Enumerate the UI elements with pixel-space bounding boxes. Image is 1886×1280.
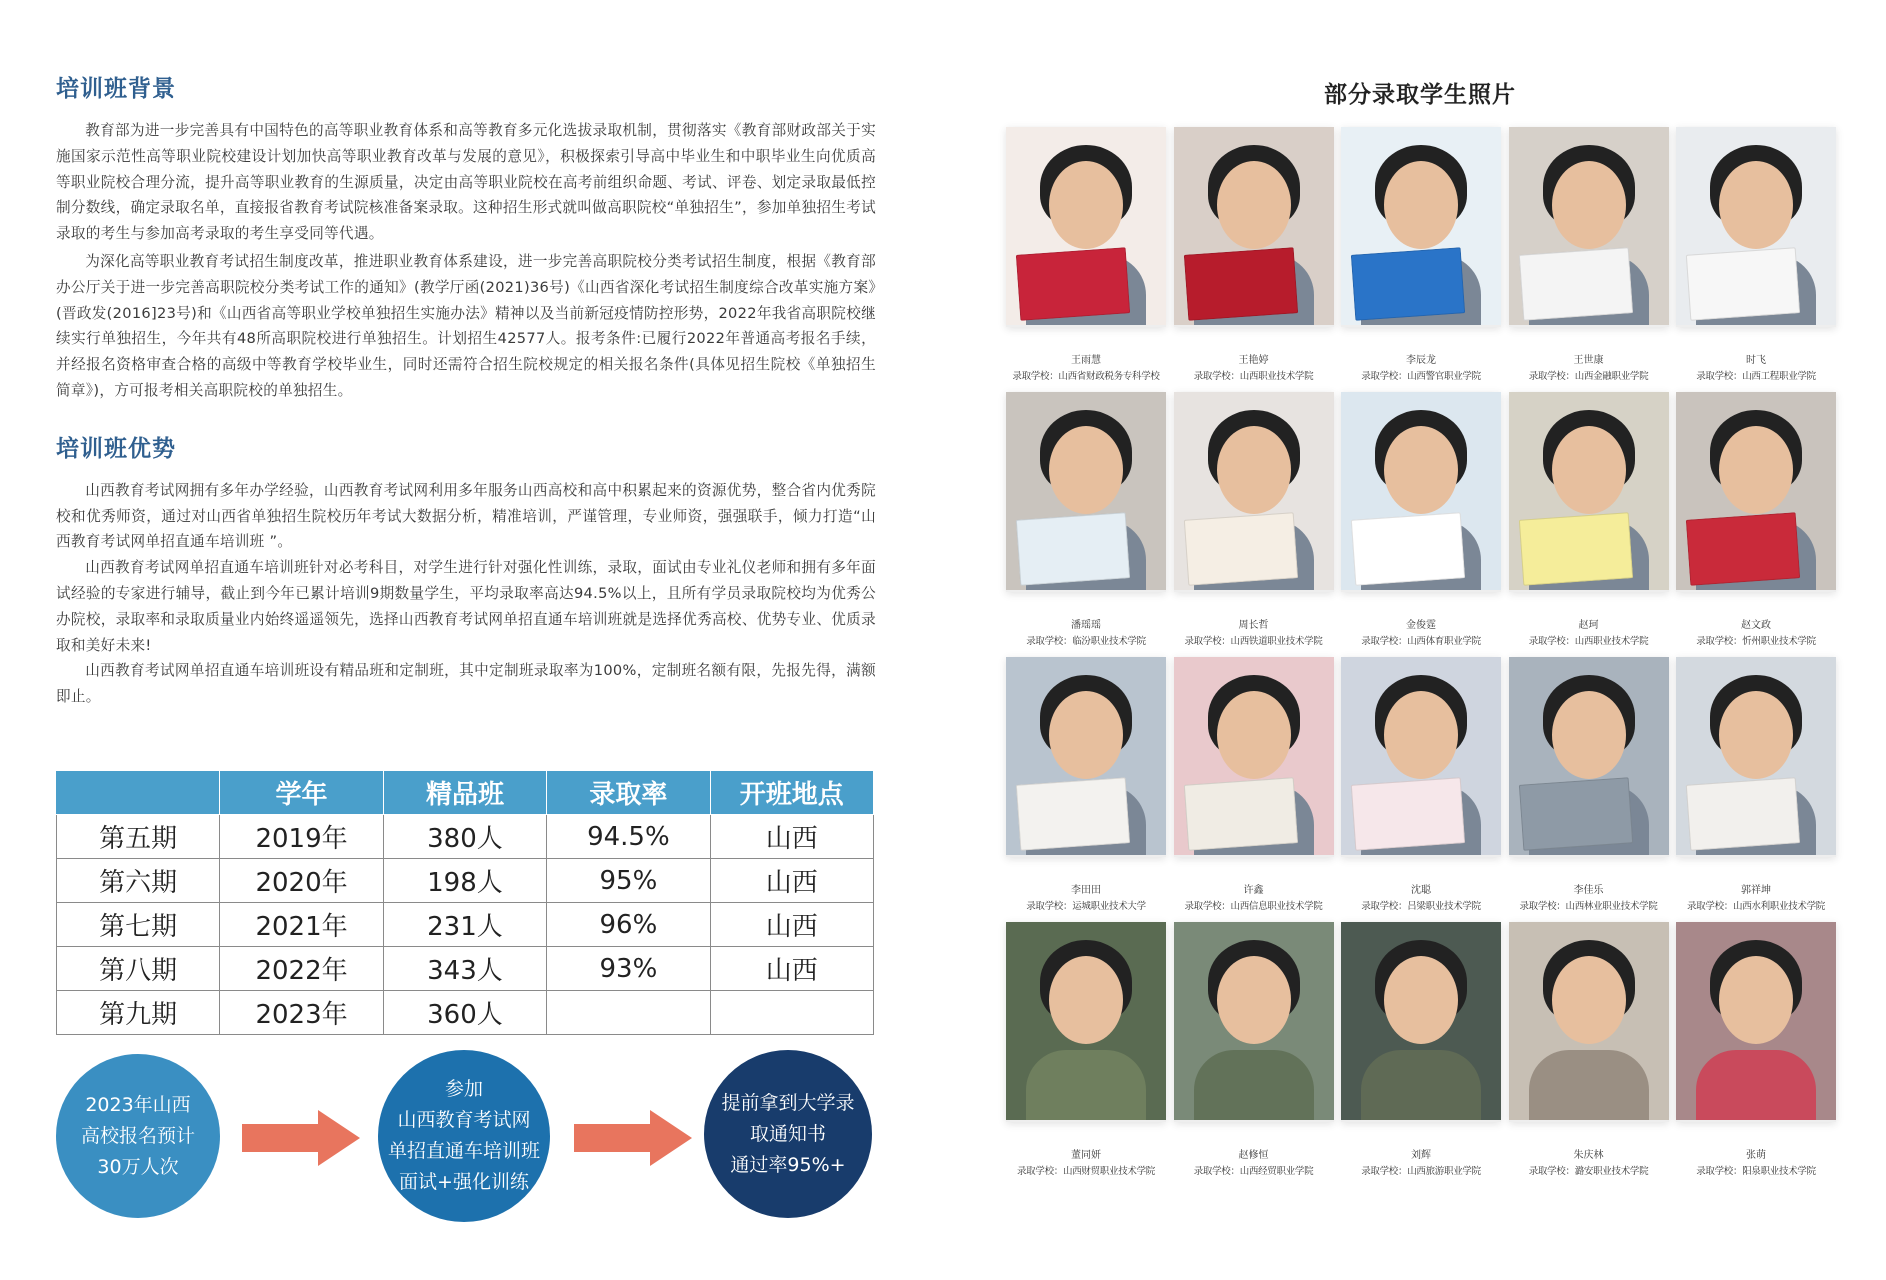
student-school	[1174, 368, 1334, 382]
school-name: 山西旅游职业学院	[1407, 1166, 1481, 1177]
student-card	[1341, 922, 1501, 1177]
student-card	[1509, 922, 1669, 1177]
student-card	[1341, 657, 1501, 912]
school-prefix: 录取学校：	[1686, 901, 1733, 912]
student-name: 王雨慧	[1071, 355, 1101, 366]
advantages-paragraph-3: 山西教育考试网单招直通车培训班设有精品班和定制班，其中定制班录取率为100%，定制班名额有限，先报先得，满额即止。	[56, 662, 876, 706]
table-cell: 360人	[383, 991, 546, 1035]
student-school	[1006, 898, 1166, 912]
header-cell: 学年	[220, 771, 383, 815]
table-cell	[547, 991, 710, 1035]
advantages-paragraph-1: 山西教育考试网拥有多年办学经验，山西教育考试网利用多年服务山西高校和高中积累起来的资源优势，整合省内优秀院校和优秀师资，通过对山西省单独招生院校历年考试大数据分析，精准培训，严谨管理，专业师资，强强联手，倾力打造“山西教育考试网单招直通车培训班 ”。	[56, 481, 876, 551]
school-prefix: 录取学校：	[1361, 1166, 1408, 1177]
student-photo	[1006, 127, 1166, 327]
student-school	[1509, 1163, 1669, 1177]
student-photo	[1006, 392, 1166, 592]
school-prefix: 录取学校：	[1528, 371, 1575, 382]
school-name: 阳泉职业技术学院	[1742, 1166, 1816, 1177]
student-name: 赵珂	[1578, 620, 1599, 631]
student-card	[1006, 127, 1166, 382]
student-photo	[1174, 127, 1334, 327]
school-name: 山西财贸职业技术学院	[1063, 1166, 1156, 1177]
student-school	[1509, 898, 1669, 912]
student-photo	[1509, 657, 1669, 857]
background-title: 培训班背景	[56, 76, 176, 102]
background-paragraph-2: 为深化高等职业教育考试招生制度改革，推进职业教育体系建设，进一步完善高职院校分类考试招生制度，根据《教育部办公厅关于进一步完善高职院校分类考试工作的通知》(教学厅函(2021)36号)《山西省深化考试招生制度综合改革实施方案》(晋政发(2016]23号)和《山西省高等职业学校单独招生实施办法》精神以及当前新冠疫情防控形势，2022年我省高职院校继续实行单独招生，今年共有48所高职院校进行单独招生。计划招生42577人。报考条件:已履行2022年普通高考报名手续，并经报名资格审查合格的高级中等教育学校毕业生，同时还需符合招生院校规定的相关报名条件(具体见招生院校《单独招生简章》)，方可报考相关高职院校的单独招生。	[56, 252, 876, 399]
table-cell: 2022年	[220, 947, 383, 991]
student-name: 金俊霆	[1406, 620, 1436, 631]
student-card	[1341, 392, 1501, 647]
flow-step-3-line: 取通知书	[749, 1122, 826, 1145]
student-name: 刘辉	[1411, 1150, 1431, 1161]
school-prefix: 录取学校：	[1361, 371, 1408, 382]
school-name: 山西经贸职业学院	[1239, 1166, 1314, 1177]
student-photo	[1341, 127, 1501, 327]
student-name: 赵修恒	[1238, 1150, 1269, 1161]
table-cell: 2019年	[220, 815, 383, 859]
school-name: 临汾职业技术学院	[1072, 636, 1146, 647]
school-name: 山西职业技术学院	[1574, 636, 1649, 647]
student-school	[1676, 1163, 1836, 1177]
school-name: 山西铁道职业技术学院	[1230, 636, 1323, 647]
student-school	[1006, 1163, 1166, 1177]
school-prefix: 录取学校：	[1696, 636, 1743, 647]
table-cell: 343人	[383, 947, 546, 991]
school-prefix: 录取学校：	[1184, 636, 1231, 647]
table-cell: 第九期	[57, 991, 220, 1035]
student-card	[1006, 392, 1166, 647]
school-name: 山西省财政税务专科学校	[1058, 371, 1160, 382]
student-photo	[1676, 657, 1836, 857]
student-card	[1006, 922, 1166, 1177]
student-photo	[1174, 922, 1334, 1122]
student-school	[1341, 633, 1501, 647]
right-arrow-icon	[574, 1110, 692, 1166]
student-photo	[1341, 392, 1501, 592]
school-prefix: 录取学校：	[1026, 636, 1073, 647]
student-card	[1341, 127, 1501, 382]
student-school	[1676, 898, 1836, 912]
table-cell: 2023年	[220, 991, 383, 1035]
school-name: 忻州职业技术学院	[1742, 636, 1816, 647]
flow-step-2-line: 参加	[444, 1078, 483, 1100]
flow-step-1	[56, 1054, 220, 1218]
student-school	[1174, 1163, 1334, 1177]
table-cell: 山西	[710, 947, 873, 991]
student-photo	[1676, 127, 1836, 327]
table-cell: 2021年	[220, 903, 383, 947]
table-cell: 93%	[547, 947, 710, 991]
table-cell: 198人	[383, 859, 546, 903]
table-row	[57, 947, 874, 991]
student-school	[1676, 633, 1836, 647]
student-school	[1174, 898, 1334, 912]
school-name: 山西信息职业技术学院	[1230, 901, 1323, 912]
student-photo	[1509, 922, 1669, 1122]
right-arrow-icon	[242, 1110, 360, 1166]
student-photo	[1006, 922, 1166, 1122]
table-cell: 山西	[710, 859, 873, 903]
table-cell: 96%	[547, 903, 710, 947]
photo-row	[1006, 392, 1836, 647]
background-paragraph-1: 教育部为进一步完善具有中国特色的高等职业教育体系和高等教育多元化选拔录取机制，贯彻落实《教育部财政部关于实施国家示范性高等职业院校建设计划加快高等职业教育改革与发展的意见》，积极探索引导高中毕业生和中职毕业生向优质高等职业院校合理分流，提升高等职业教育的生源质量，决定由高等职业院校在高考前组织命题、考试、评卷、划定录取最低控制分数线，确定录取名单，直接报省教育考试院核准备案录取。这种招生形式就叫做高职院校“单独招生”，参加单独招生考试录取的考生与参加高考录取的考生享受同等代遇。	[56, 122, 876, 243]
student-name: 周长哲	[1238, 620, 1269, 631]
stats-table	[56, 770, 874, 1035]
student-card	[1174, 922, 1334, 1177]
table-cell	[710, 991, 873, 1035]
student-photo	[1006, 657, 1166, 857]
student-school	[1676, 368, 1836, 382]
flow-step-3-line: 提前拿到大学录	[721, 1091, 855, 1114]
student-card	[1676, 127, 1836, 382]
table-cell: 第五期	[57, 815, 220, 859]
table-cell: 第八期	[57, 947, 220, 991]
student-card	[1006, 657, 1166, 912]
student-name: 李辰龙	[1406, 355, 1436, 366]
student-card	[1676, 922, 1836, 1177]
flow-step-2	[378, 1050, 550, 1222]
table-row	[57, 903, 874, 947]
student-name: 时飞	[1746, 355, 1766, 366]
student-photo	[1341, 657, 1501, 857]
student-photo	[1676, 392, 1836, 592]
student-school	[1509, 368, 1669, 382]
student-name: 李田田	[1071, 885, 1101, 896]
student-card	[1509, 657, 1669, 912]
flow-step-2-line: 单招直通车培训班	[387, 1140, 540, 1162]
table-cell: 380人	[383, 815, 546, 859]
header-cell: 精品班	[383, 771, 546, 815]
student-card	[1509, 127, 1669, 382]
school-prefix: 录取学校：	[1026, 901, 1073, 912]
school-prefix: 录取学校：	[1519, 901, 1566, 912]
student-photo-grid	[1006, 127, 1846, 1187]
school-prefix: 录取学校：	[1193, 1166, 1240, 1177]
student-photo	[1174, 657, 1334, 857]
school-prefix: 录取学校：	[1361, 901, 1408, 912]
student-school	[1341, 1163, 1501, 1177]
school-name: 山西职业技术学院	[1239, 371, 1314, 382]
student-photo	[1509, 127, 1669, 327]
photo-row	[1006, 127, 1836, 382]
student-photo	[1676, 922, 1836, 1122]
student-card	[1676, 657, 1836, 912]
photo-row	[1006, 922, 1836, 1177]
header-cell	[57, 771, 220, 815]
student-card	[1174, 657, 1334, 912]
school-prefix: 录取学校：	[1528, 1166, 1575, 1177]
student-school	[1006, 633, 1166, 647]
student-name: 郭祥坤	[1741, 885, 1771, 896]
student-card	[1174, 127, 1334, 382]
school-name: 运城职业技术大学	[1072, 901, 1146, 912]
school-name: 山西体育职业学院	[1407, 636, 1481, 647]
student-name: 赵文政	[1741, 620, 1771, 631]
student-school	[1174, 633, 1334, 647]
student-name: 董同妍	[1071, 1150, 1101, 1161]
table-cell: 231人	[383, 903, 546, 947]
table-cell: 2020年	[220, 859, 383, 903]
advantages-title: 培训班优势	[56, 435, 176, 462]
student-school	[1509, 633, 1669, 647]
student-photo	[1174, 392, 1334, 592]
school-prefix: 录取学校：	[1016, 1166, 1063, 1177]
flow-step-2-line: 面试+强化训练	[399, 1171, 529, 1193]
school-name: 山西金融职业学院	[1574, 371, 1649, 382]
school-prefix: 录取学校：	[1193, 371, 1240, 382]
student-school	[1341, 368, 1501, 382]
school-prefix: 录取学校：	[1696, 1166, 1743, 1177]
header-cell: 录取率	[547, 771, 710, 815]
student-name: 王艳婷	[1238, 355, 1269, 366]
student-name: 许鑫	[1243, 885, 1264, 896]
student-name: 张萌	[1746, 1150, 1766, 1161]
photos-title: 部分录取学生照片	[1324, 82, 1516, 108]
table-cell: 第七期	[57, 903, 220, 947]
student-photo	[1509, 392, 1669, 592]
school-prefix: 录取学校：	[1184, 901, 1231, 912]
school-name: 吕梁职业技术学院	[1407, 901, 1481, 912]
process-flow	[56, 1050, 876, 1220]
student-school	[1006, 368, 1166, 382]
school-prefix: 录取学校：	[1361, 636, 1408, 647]
advantages-paragraph-2: 山西教育考试网单招直通车培训班针对必考科目，对学生进行针对强化性训练，录取，面试由专业礼仪老师和拥有多年面试经验的专家进行辅导，截止到今年已累计培训9期数量学生，平均录取率高达94.5%以上，且所有学员录取院校均为优秀公办院校，录取率和录取质量业内始终遥遥领先，选择山西教育考试网单招直通车培训班就是选择优秀高校、优势专业、优质录取和美好未来!	[56, 559, 876, 654]
student-name: 李佳乐	[1573, 885, 1604, 896]
flow-step-3	[704, 1050, 872, 1218]
table-cell: 95%	[547, 859, 710, 903]
school-name: 山西林业职业技术学院	[1565, 901, 1658, 912]
student-card	[1509, 392, 1669, 647]
student-name: 朱庆林	[1573, 1150, 1604, 1161]
student-name: 王世康	[1573, 355, 1604, 366]
left-page	[56, 70, 876, 710]
student-photo	[1341, 922, 1501, 1122]
photo-row	[1006, 657, 1836, 912]
table-cell: 山西	[710, 815, 873, 859]
flow-step-2-line: 山西教育考试网	[397, 1109, 531, 1131]
flow-step-3-line: 通过率95%+	[730, 1153, 846, 1176]
student-card	[1676, 392, 1836, 647]
school-prefix: 录取学校：	[1528, 636, 1575, 647]
flow-step-1-line: 2023年山西	[85, 1093, 191, 1116]
school-name: 山西工程职业学院	[1742, 371, 1816, 382]
school-name: 潞安职业技术学院	[1574, 1166, 1649, 1177]
table-cell: 94.5%	[547, 815, 710, 859]
student-card	[1174, 392, 1334, 647]
header-cell: 开班地点	[710, 771, 873, 815]
table-cell: 山西	[710, 903, 873, 947]
student-name: 沈聪	[1411, 885, 1431, 896]
table-row	[57, 991, 874, 1035]
school-name: 山西警官职业学院	[1407, 371, 1481, 382]
table-cell: 第六期	[57, 859, 220, 903]
stats-header-row	[57, 771, 874, 815]
school-prefix: 录取学校：	[1012, 371, 1059, 382]
school-prefix: 录取学校：	[1696, 371, 1743, 382]
flow-step-1-line: 30万人次	[97, 1155, 179, 1178]
flow-step-1-line: 高校报名预计	[80, 1124, 195, 1147]
table-row	[57, 859, 874, 903]
table-row	[57, 815, 874, 859]
student-name: 潘瑶瑶	[1071, 620, 1101, 631]
school-name: 山西水利职业技术学院	[1733, 901, 1826, 912]
student-school	[1341, 898, 1501, 912]
